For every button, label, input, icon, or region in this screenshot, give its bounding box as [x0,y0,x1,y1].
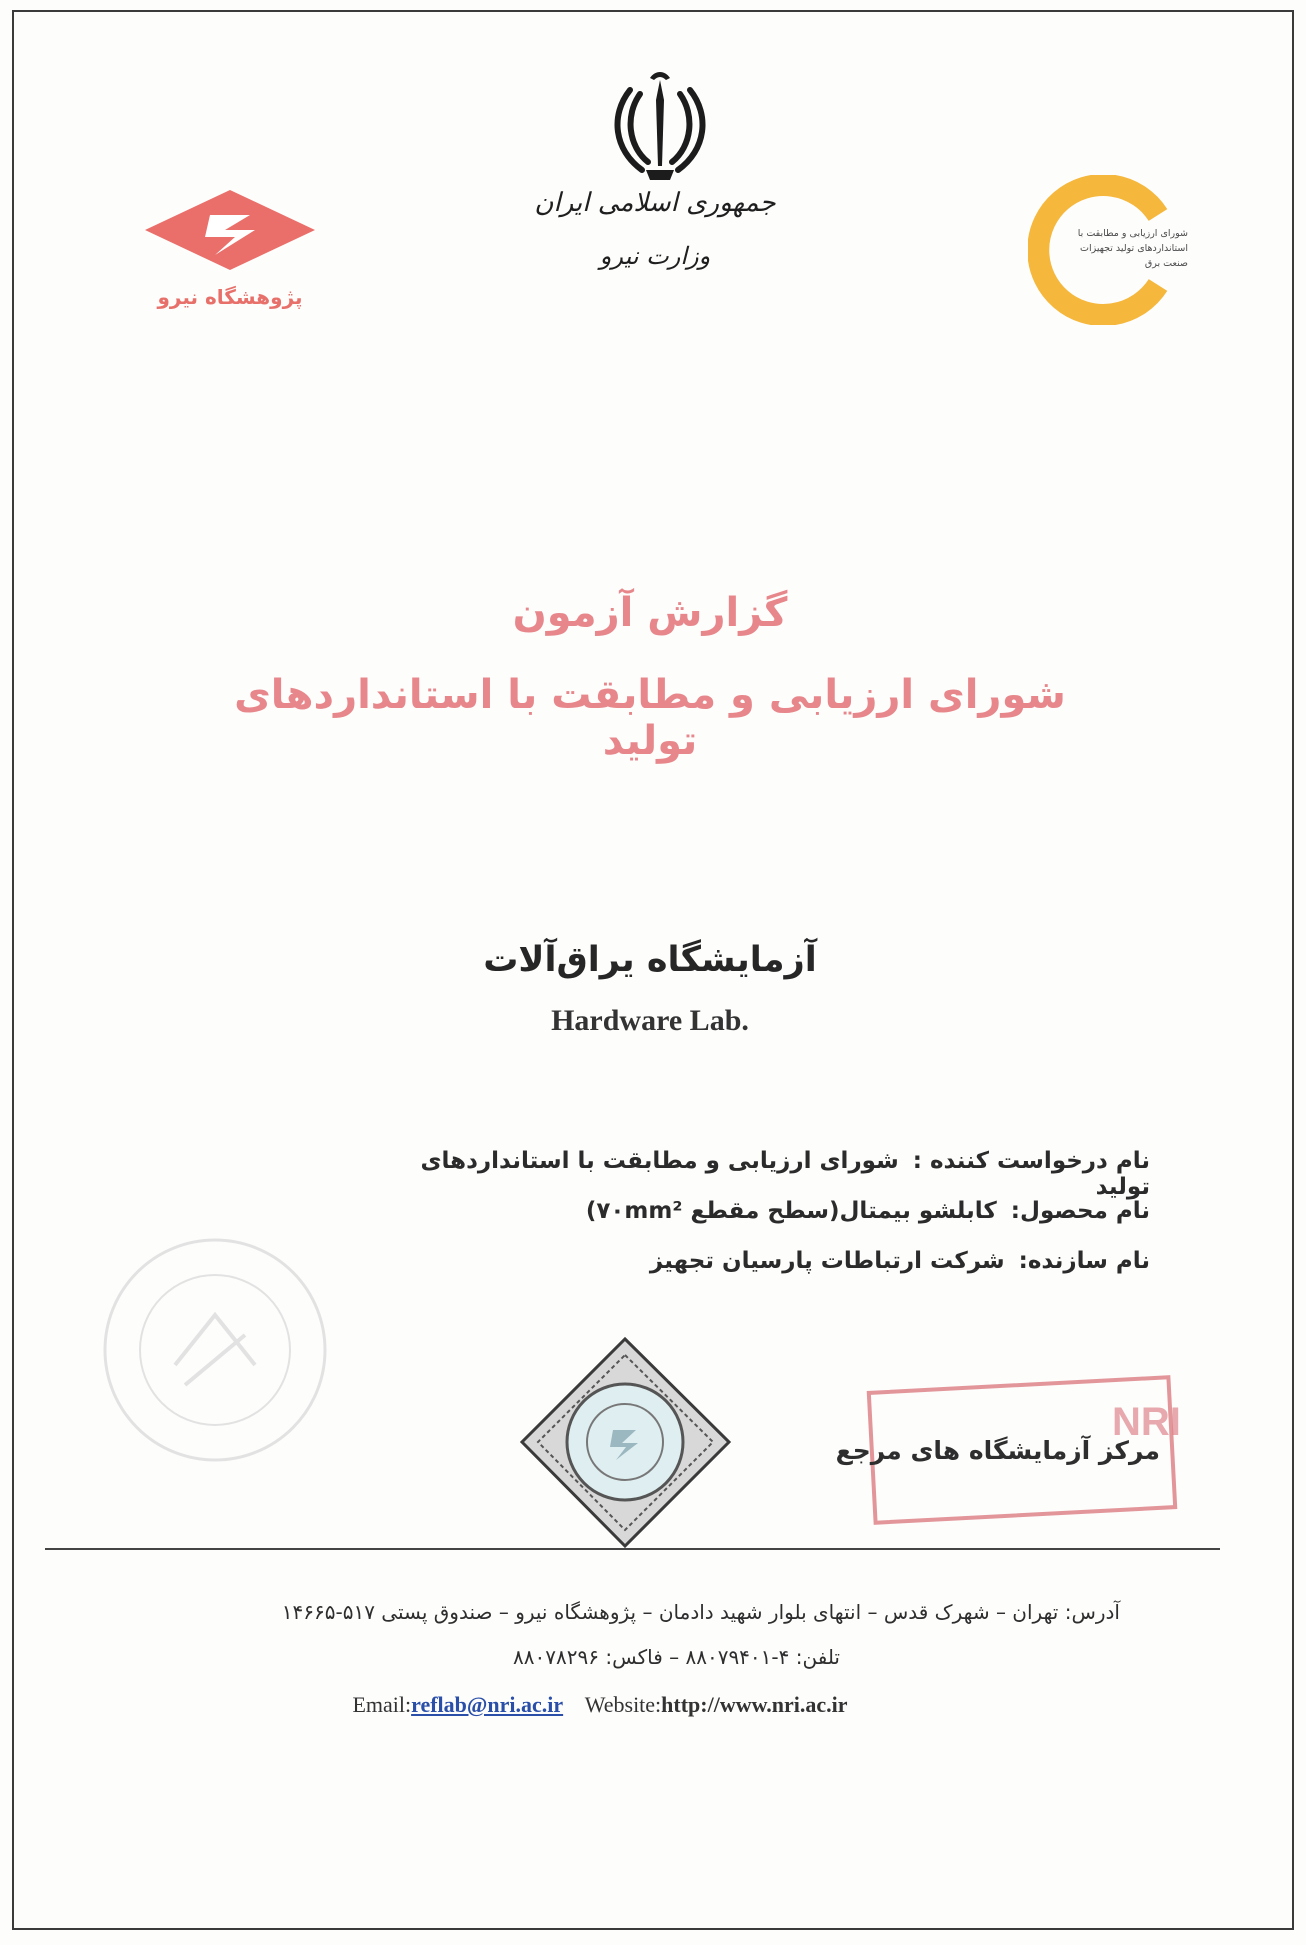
council-logo-text [1048,226,1188,271]
council-logo-line: صنعت برق [1144,258,1188,269]
product-line [380,1198,1150,1224]
ministry-name: وزارت نیرو [599,242,711,270]
website-link[interactable]: http://www.nri.ac.ir [661,1692,848,1717]
footer-address: آدرس: تهران – شهرک قدس – انتهای بلوار شهید دادمان – پژوهشگاه نیرو – صندوق پستی ۵۱۷-۱۴۶۶۵ [281,1600,1120,1624]
council-logo-line: شورای ارزیابی و مطابقت با [1077,228,1188,239]
reference-lab-center-name: مرکز آزمایشگاه های مرجع [835,1436,1160,1465]
council-logo-line: استانداردهای تولید تجهیزات [1080,243,1188,254]
manufacturer-line [380,1248,1150,1274]
lab-name-english: Hardware Lab. [551,1004,749,1037]
website-label: Website: [584,1692,662,1717]
footer-divider [45,1548,1220,1550]
email-label: Email: [352,1692,412,1717]
page-border-top [12,10,1294,12]
product-label: نام محصول: [1010,1198,1150,1224]
product-value: کابلشو بیمتال(سطح مقطع ۷۰mm²) [585,1198,997,1224]
page-border-left [12,10,14,1930]
hologram-seal-icon [518,1335,733,1550]
requester-value: شورای ارزیابی و مطابقت با استانداردهای تولید [420,1148,1150,1200]
email-link[interactable]: reflab@nri.ac.ir [411,1692,564,1717]
report-title: گزارش آزمون [512,590,788,636]
requester-label: نام درخواست کننده : [912,1148,1150,1174]
nri-logo-name: پژوهشگاه نیرو [157,285,303,309]
footer-phone-fax: تلفن: ۴-۸۸۰۷۹۴۰۱ – فاکس: ۸۸۰۷۸۲۹۶ [513,1645,840,1669]
report-subtitle: شورای ارزیابی و مطابقت با استانداردهای تولید [234,672,1066,764]
iran-emblem-icon [600,70,720,190]
footer-contact [200,1692,1000,1718]
page-border-right [1292,10,1294,1930]
page-border-bottom [12,1928,1294,1930]
government-name: جمهوری اسلامی ایران [534,188,776,218]
manufacturer-label: نام سازنده: [1018,1248,1150,1274]
embossed-seal-icon [95,1215,335,1485]
requester-line [380,1148,1150,1200]
lab-name-persian: آزمایشگاه یراق‌آلات [483,940,817,980]
stamp-text: NRI [1112,1400,1181,1444]
manufacturer-value: شرکت ارتباطات پارسیان تجهیز [649,1248,1005,1274]
nri-logo-icon [140,185,320,285]
